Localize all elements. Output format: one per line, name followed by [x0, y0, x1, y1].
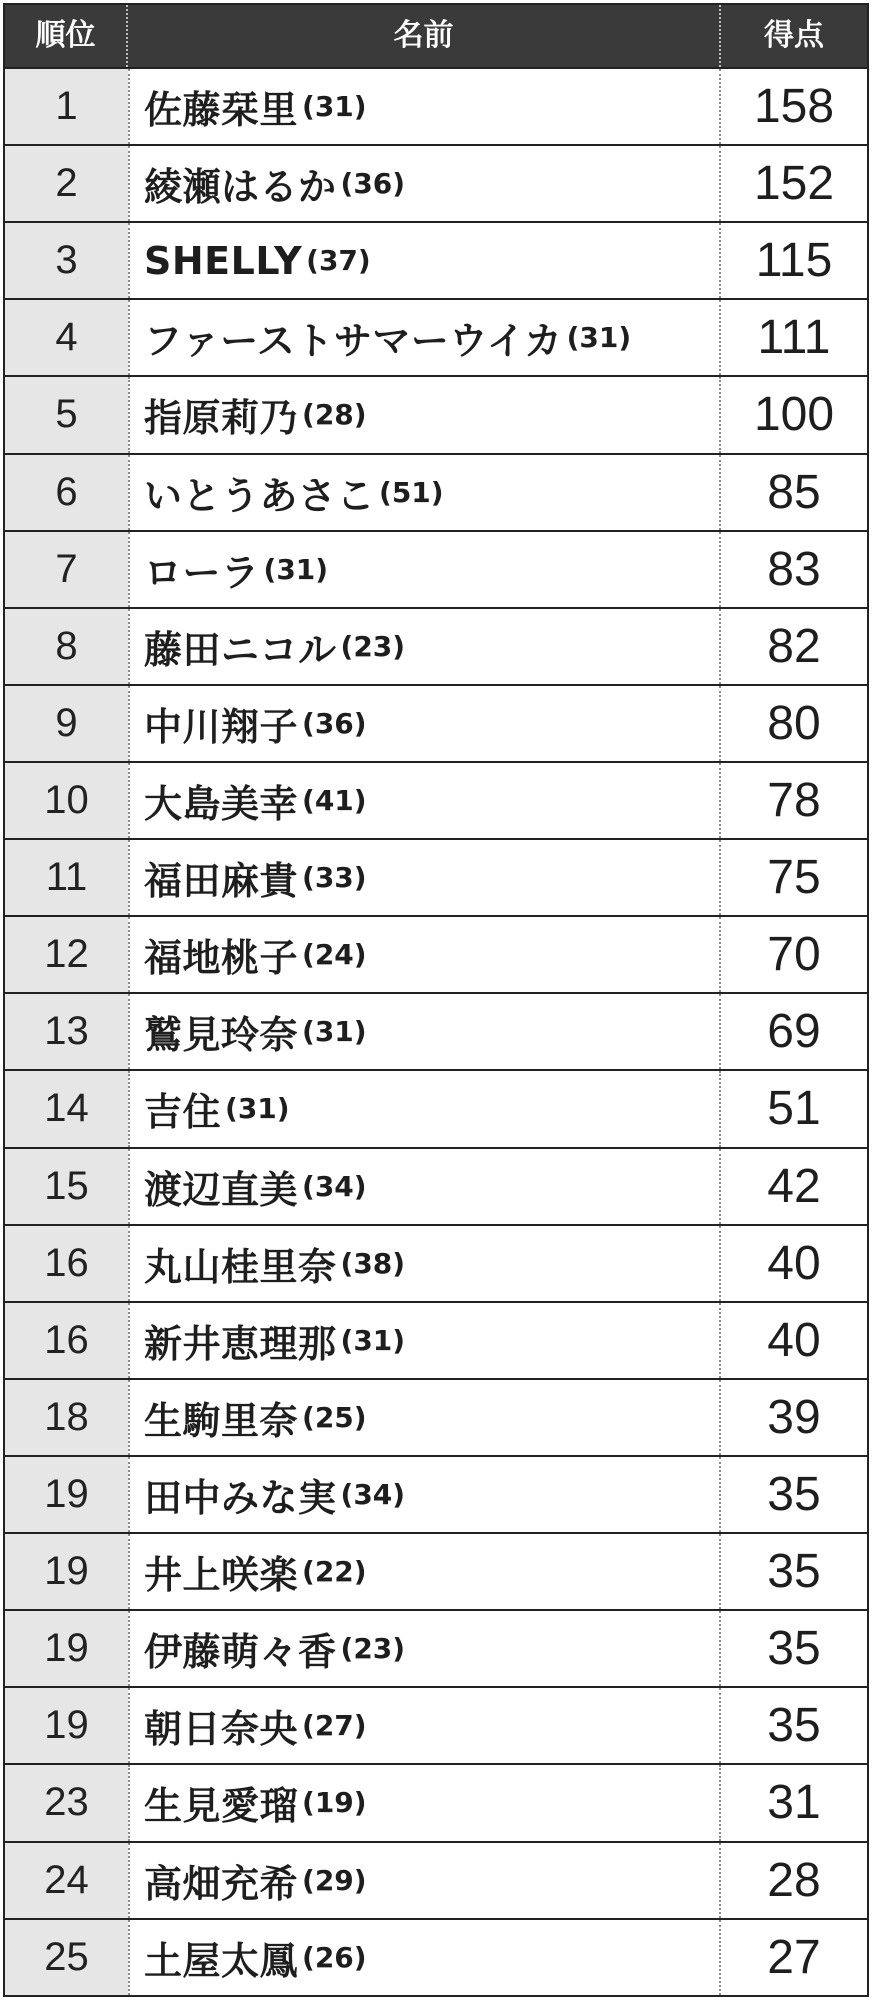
score-cell: 40	[767, 1236, 821, 1290]
name-cell	[128, 1071, 721, 1146]
person-age: (26)	[302, 1940, 367, 1974]
person-name: 新井恵理那	[144, 1321, 337, 1366]
table-row	[5, 375, 867, 452]
table-row	[5, 221, 867, 298]
person-name: ローラ	[144, 550, 260, 595]
person-name: 伊藤萌々香	[144, 1630, 337, 1675]
table-row	[5, 1918, 867, 1995]
score-cell: 158	[753, 80, 835, 134]
score-cell: 31	[767, 1776, 821, 1830]
score-cell: 115	[755, 234, 833, 288]
score-cell: 83	[767, 542, 821, 596]
table-row	[5, 1841, 867, 1918]
score-cell: 27	[767, 1930, 821, 1984]
header-score: 得点	[764, 18, 824, 53]
score-cell: 70	[767, 928, 821, 982]
name-cell	[128, 917, 721, 992]
score-cell: 80	[767, 696, 821, 750]
person-name: SHELLY	[144, 238, 303, 283]
table-row	[5, 298, 867, 375]
name-cell	[128, 146, 721, 221]
rank-cell: 11	[5, 840, 128, 915]
rank-cell: 7	[5, 532, 128, 607]
person-name: 指原莉乃	[144, 396, 299, 441]
rank-cell: 10	[5, 763, 128, 838]
person-name: 綾瀬はるか	[144, 165, 337, 210]
table-row	[5, 1147, 867, 1224]
person-name: 渡辺直美	[144, 1167, 299, 1212]
person-age: (41)	[302, 784, 367, 818]
score-cell: 51	[767, 1082, 821, 1136]
person-age: (27)	[302, 1709, 367, 1743]
score-cell: 40	[767, 1313, 821, 1367]
person-age: (51)	[379, 475, 444, 509]
rank-cell: 19	[5, 1534, 128, 1609]
name-cell	[128, 1843, 721, 1918]
name-cell	[128, 686, 721, 761]
score-cell: 35	[767, 1545, 821, 1599]
table-row	[5, 1378, 867, 1455]
person-age: (31)	[302, 90, 367, 124]
person-name: 生見愛瑠	[144, 1784, 299, 1829]
score-cell: 42	[767, 1159, 821, 1213]
table-row	[5, 838, 867, 915]
rank-cell: 1	[5, 69, 128, 144]
name-cell	[128, 1611, 721, 1686]
name-cell	[128, 763, 721, 838]
person-age: (24)	[302, 938, 367, 972]
score-cell: 69	[767, 1005, 821, 1059]
name-cell	[128, 1226, 721, 1301]
table-row	[5, 761, 867, 838]
score-cell: 28	[767, 1853, 821, 1907]
person-name: 鷲見玲奈	[144, 1013, 299, 1058]
score-cell: 78	[767, 774, 821, 828]
person-age: (23)	[340, 1632, 406, 1666]
rank-cell: 16	[5, 1226, 128, 1301]
name-cell	[128, 840, 721, 915]
name-cell	[128, 1149, 721, 1224]
table-row	[5, 607, 867, 684]
name-cell	[128, 223, 721, 298]
name-cell	[128, 1920, 721, 1995]
person-age: (33)	[302, 861, 367, 895]
person-name: 土屋太鳳	[144, 1938, 299, 1983]
name-cell	[128, 1380, 721, 1455]
rank-cell: 2	[5, 146, 128, 221]
name-cell	[128, 1534, 721, 1609]
person-age: (31)	[566, 321, 632, 355]
name-cell	[128, 1765, 721, 1840]
rank-cell: 8	[5, 609, 128, 684]
person-name: いとうあさこ	[144, 473, 376, 518]
person-name: 佐藤栞里	[144, 88, 299, 133]
name-cell	[128, 1457, 721, 1532]
person-name: 井上咲楽	[144, 1553, 299, 1598]
name-cell	[128, 994, 721, 1069]
table-row	[5, 67, 867, 144]
person-age: (23)	[340, 629, 406, 663]
rank-cell: 13	[5, 994, 128, 1069]
rank-cell: 6	[5, 455, 128, 530]
person-age: (38)	[340, 1246, 406, 1280]
person-age: (22)	[302, 1555, 367, 1589]
person-age: (36)	[302, 706, 367, 740]
name-cell	[128, 1303, 721, 1378]
table-row	[5, 992, 867, 1069]
table-row	[5, 1301, 867, 1378]
table-row	[5, 1609, 867, 1686]
score-cell: 82	[767, 619, 821, 673]
table-row	[5, 1455, 867, 1532]
person-age: (34)	[340, 1478, 406, 1512]
person-name: 高畑充希	[144, 1861, 299, 1906]
score-cell: 35	[767, 1699, 821, 1753]
table-header	[5, 5, 867, 67]
person-name: 中川翔子	[144, 704, 299, 749]
name-cell	[128, 69, 721, 144]
person-name: 大島美幸	[144, 782, 299, 827]
person-age: (36)	[340, 167, 406, 201]
person-name: 生駒里奈	[144, 1398, 299, 1443]
person-age: (34)	[302, 1169, 367, 1203]
table-row	[5, 453, 867, 530]
score-cell: 39	[767, 1390, 821, 1444]
person-name: ファーストサマーウイカ	[144, 319, 563, 364]
header-name: 名前	[128, 5, 721, 67]
rank-cell: 19	[5, 1611, 128, 1686]
rank-cell: 23	[5, 1765, 128, 1840]
person-age: (19)	[302, 1786, 367, 1820]
ranking-table	[3, 3, 869, 1997]
score-cell: 111	[757, 311, 831, 365]
score-cell: 100	[753, 388, 835, 442]
person-age: (37)	[306, 244, 371, 278]
rank-cell: 25	[5, 1920, 128, 1995]
header-rank: 順位	[5, 5, 128, 67]
table-row	[5, 1069, 867, 1146]
score-cell: 85	[767, 465, 821, 519]
rank-cell: 19	[5, 1688, 128, 1763]
table-row	[5, 684, 867, 761]
person-age: (28)	[302, 398, 367, 432]
score-cell: 152	[753, 157, 835, 211]
rank-cell: 4	[5, 300, 128, 375]
table-row	[5, 530, 867, 607]
name-cell	[128, 1688, 721, 1763]
name-cell	[128, 609, 721, 684]
table-row	[5, 1763, 867, 1840]
rank-cell: 19	[5, 1457, 128, 1532]
name-cell	[128, 300, 721, 375]
name-cell	[128, 377, 721, 452]
rank-cell: 18	[5, 1380, 128, 1455]
person-age: (31)	[340, 1323, 406, 1357]
rank-cell: 16	[5, 1303, 128, 1378]
table-row	[5, 144, 867, 221]
score-cell: 35	[767, 1468, 821, 1522]
person-name: 朝日奈央	[144, 1707, 299, 1752]
person-name: 藤田ニコル	[144, 627, 337, 672]
person-age: (25)	[302, 1400, 367, 1434]
table-row	[5, 915, 867, 992]
score-cell: 75	[767, 851, 821, 905]
table-row	[5, 1532, 867, 1609]
person-age: (31)	[263, 552, 329, 586]
person-name: 吉住	[144, 1090, 222, 1135]
table-body	[5, 67, 867, 1995]
rank-cell: 24	[5, 1843, 128, 1918]
person-age: (29)	[302, 1863, 367, 1897]
person-name: 田中みな実	[144, 1476, 337, 1521]
rank-cell: 3	[5, 223, 128, 298]
rank-cell: 15	[5, 1149, 128, 1224]
person-name: 福田麻貴	[144, 859, 299, 904]
score-cell: 35	[767, 1622, 821, 1676]
table-row	[5, 1224, 867, 1301]
person-age: (31)	[225, 1092, 290, 1126]
rank-cell: 9	[5, 686, 128, 761]
rank-cell: 5	[5, 377, 128, 452]
person-name: 福地桃子	[144, 936, 299, 981]
person-name: 丸山桂里奈	[144, 1244, 337, 1289]
person-age: (31)	[302, 1015, 367, 1049]
rank-cell: 12	[5, 917, 128, 992]
rank-cell: 14	[5, 1071, 128, 1146]
table-row	[5, 1686, 867, 1763]
name-cell	[128, 532, 721, 607]
name-cell	[128, 455, 721, 530]
